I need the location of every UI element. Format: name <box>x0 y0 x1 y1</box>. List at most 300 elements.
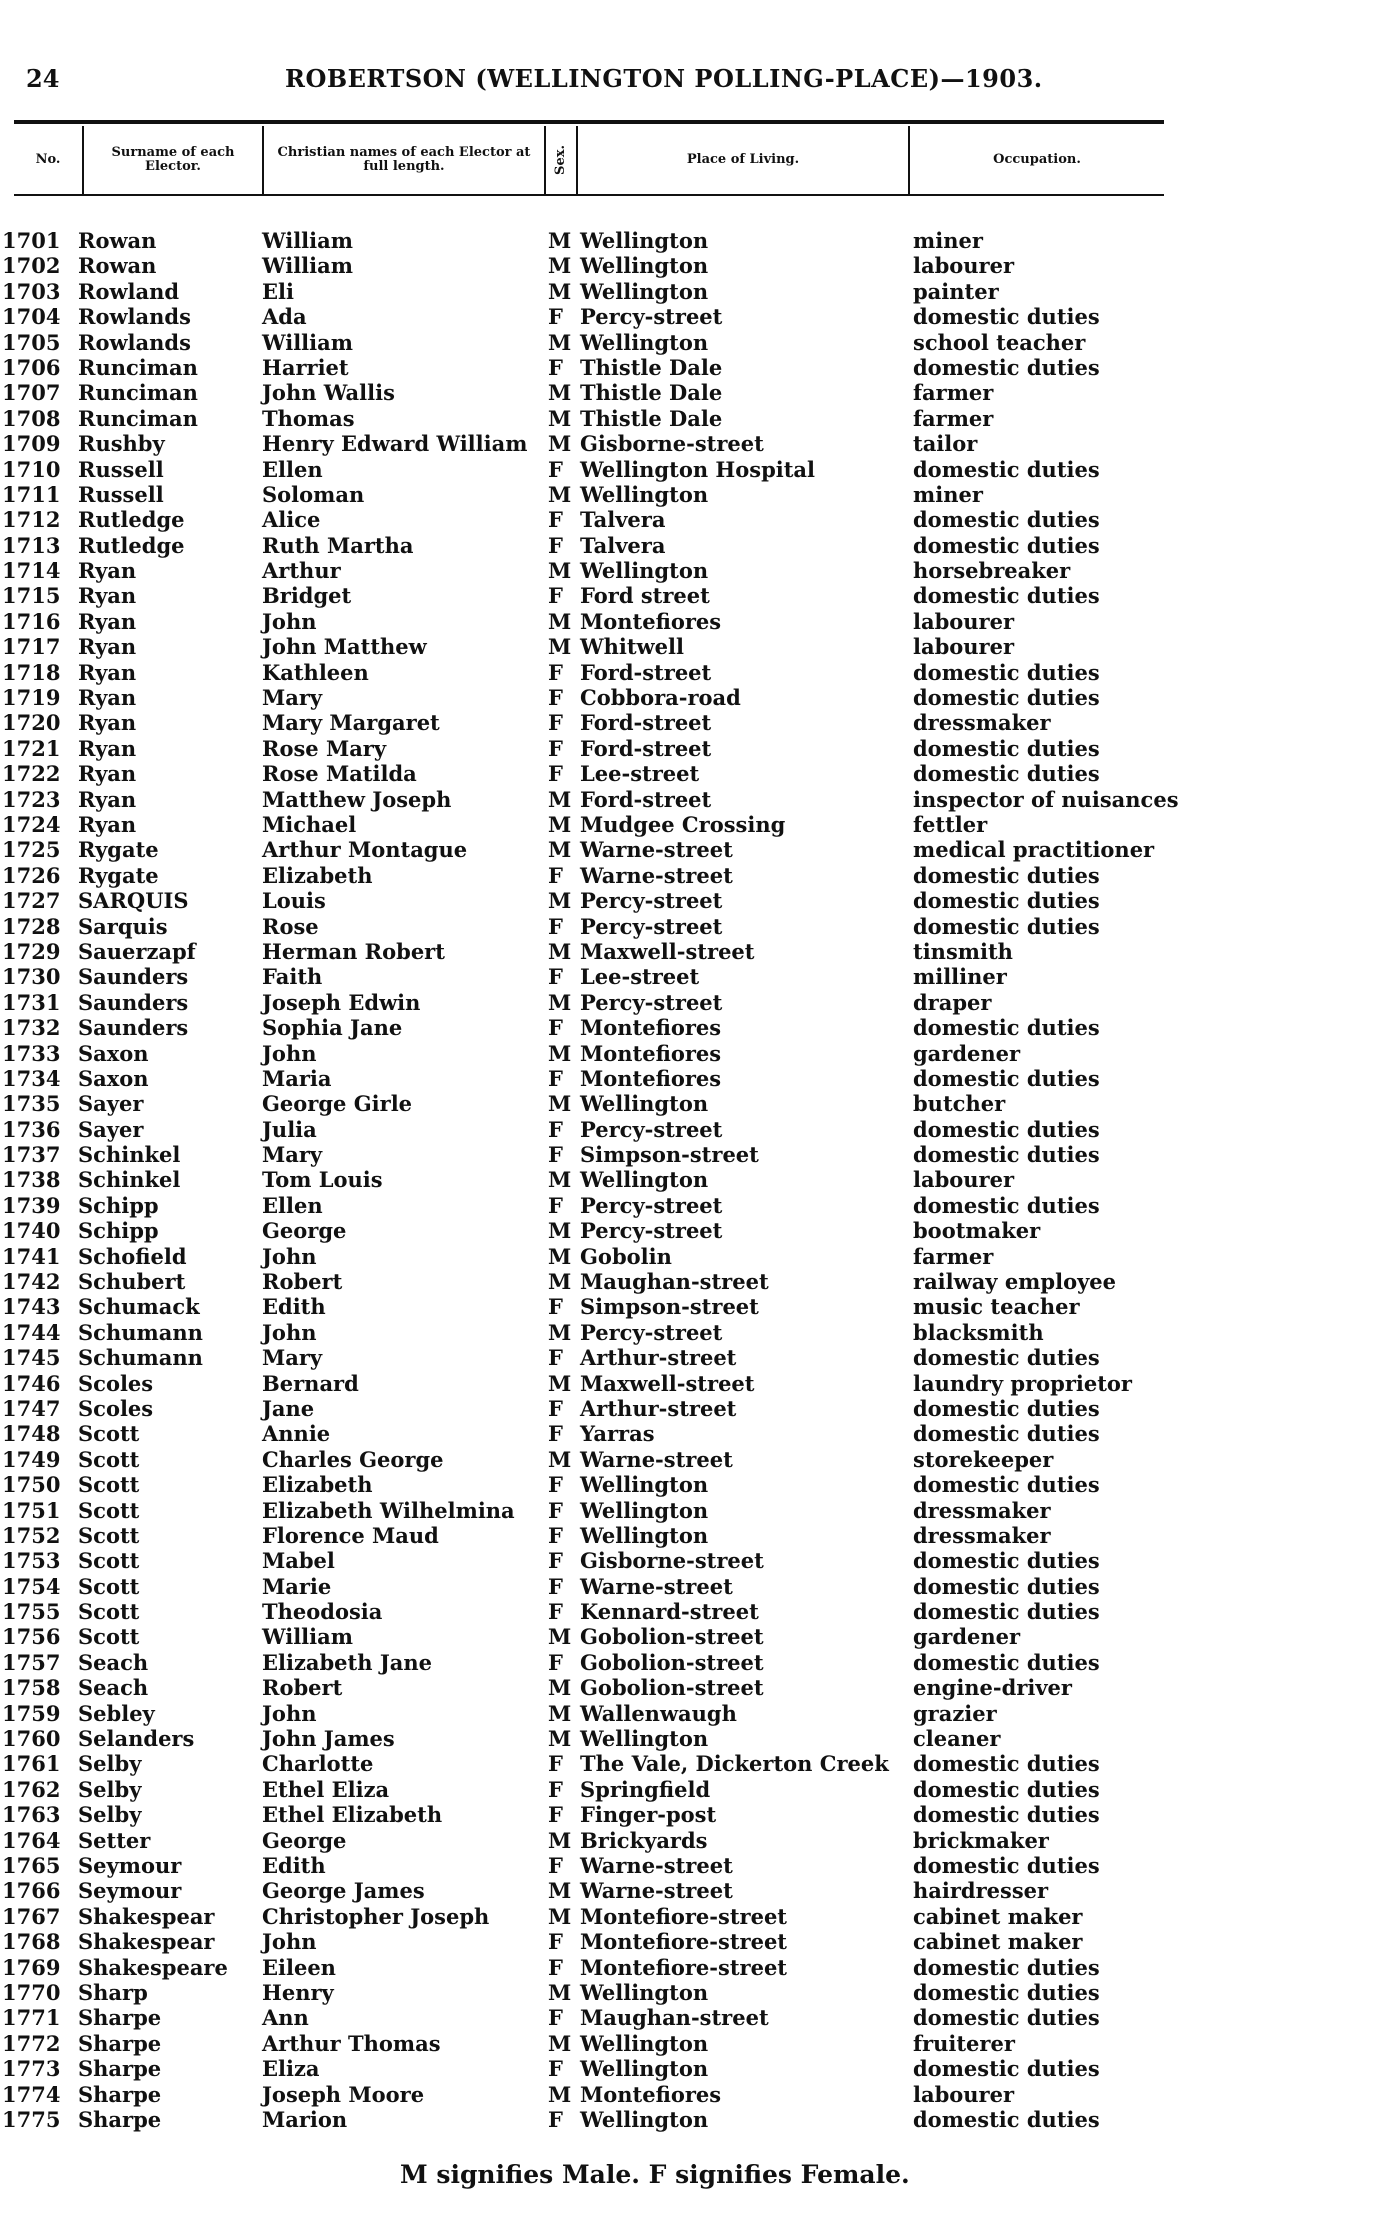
elector-number: 1775 <box>2 2106 61 2132</box>
elector-number: 1749 <box>2 1446 61 1472</box>
elector-christian-names: Ellen <box>262 456 323 482</box>
elector-number: 1706 <box>2 354 61 380</box>
elector-occupation: domestic duties <box>913 1395 1100 1421</box>
elector-surname: Rowland <box>78 278 180 304</box>
table-row <box>0 990 1382 1015</box>
elector-christian-names: Mary <box>262 685 323 711</box>
elector-surname: Sharp <box>78 1979 148 2005</box>
elector-number: 1752 <box>2 1522 61 1548</box>
elector-place-of-living: Montefiore-street <box>580 1954 788 1980</box>
elector-christian-names: John Matthew <box>262 634 427 660</box>
elector-surname: Rygate <box>78 862 159 888</box>
elector-christian-names: Edith <box>262 1294 326 1320</box>
elector-sex: M <box>548 558 572 584</box>
elector-number: 1764 <box>2 1827 61 1853</box>
elector-place-of-living: Percy-street <box>580 989 723 1015</box>
elector-sex: F <box>548 1599 563 1625</box>
elector-place-of-living: Ford-street <box>580 786 712 812</box>
elector-surname: Rutledge <box>78 532 185 558</box>
table-row <box>0 1320 1382 1345</box>
elector-place-of-living: Whitwell <box>580 634 684 660</box>
elector-occupation: engine-driver <box>913 1675 1072 1701</box>
elector-surname: Ryan <box>78 558 137 584</box>
elector-surname: Shakespeare <box>78 1954 228 1980</box>
elector-sex: F <box>548 1015 563 1041</box>
table-row <box>0 1599 1382 1624</box>
elector-christian-names: Joseph Moore <box>262 2081 425 2107</box>
elector-sex: M <box>548 938 572 964</box>
table-row <box>0 507 1382 532</box>
elector-christian-names: George <box>262 1218 347 1244</box>
elector-surname: Schumack <box>78 1294 200 1320</box>
elector-sex: M <box>548 1979 572 2005</box>
elector-occupation: domestic duties <box>913 1954 1100 1980</box>
elector-occupation: domestic duties <box>913 1345 1100 1371</box>
elector-number: 1705 <box>2 329 61 355</box>
elector-sex: M <box>548 278 572 304</box>
elector-number: 1747 <box>2 1395 61 1421</box>
elector-christian-names: Arthur <box>262 558 341 584</box>
elector-place-of-living: Percy-street <box>580 913 723 939</box>
elector-place-of-living: Wellington <box>580 1472 709 1498</box>
table-row <box>0 1498 1382 1523</box>
elector-number: 1704 <box>2 304 61 330</box>
elector-number: 1771 <box>2 2005 61 2031</box>
elector-sex: F <box>548 735 563 761</box>
table-row <box>0 1650 1382 1675</box>
elector-number: 1710 <box>2 456 61 482</box>
elector-place-of-living: Gisborne-street <box>580 431 764 457</box>
elector-occupation: dressmaker <box>913 1522 1051 1548</box>
elector-surname: SARQUIS <box>78 888 189 914</box>
elector-occupation: draper <box>913 989 992 1015</box>
table-row <box>0 1802 1382 1827</box>
elector-occupation: domestic duties <box>913 2056 1100 2082</box>
elector-christian-names: Elizabeth <box>262 1472 373 1498</box>
elector-christian-names: George <box>262 1827 347 1853</box>
table-row <box>0 787 1382 812</box>
table-row <box>0 1675 1382 1700</box>
elector-christian-names: Rose Matilda <box>262 761 417 787</box>
elector-sex: M <box>548 1700 572 1726</box>
elector-christian-names: Edith <box>262 1853 326 1878</box>
elector-sex: F <box>548 1395 563 1421</box>
elector-number: 1772 <box>2 2030 61 2056</box>
elector-christian-names: Louis <box>262 888 326 914</box>
elector-surname: Saxon <box>78 1040 149 1066</box>
elector-number: 1703 <box>2 278 61 304</box>
table-row <box>0 1015 1382 1040</box>
elector-sex: F <box>548 1929 563 1955</box>
elector-occupation: domestic duties <box>913 862 1100 888</box>
elector-christian-names: Julia <box>262 1116 317 1142</box>
elector-occupation: domestic duties <box>913 1192 1100 1218</box>
elector-place-of-living: Wellington <box>580 2056 709 2082</box>
elector-occupation: labourer <box>913 608 1015 634</box>
elector-sex: F <box>548 354 563 380</box>
elector-sex: M <box>548 431 572 457</box>
elector-christian-names: Elizabeth <box>262 862 373 888</box>
table-row <box>0 1167 1382 1192</box>
elector-sex: M <box>548 786 572 812</box>
elector-place-of-living: Springfield <box>580 1776 711 1802</box>
elector-surname: Sharpe <box>78 2056 162 2082</box>
table-row <box>0 710 1382 735</box>
elector-christian-names: Bridget <box>262 583 352 609</box>
elector-number: 1730 <box>2 964 61 990</box>
elector-number: 1755 <box>2 1599 61 1625</box>
elector-occupation: tinsmith <box>913 938 1013 964</box>
elector-sex: M <box>548 1091 572 1117</box>
elector-place-of-living: Wellington <box>580 2106 709 2132</box>
table-row <box>0 914 1382 939</box>
elector-surname: Scott <box>78 1548 140 1574</box>
elector-christian-names: John <box>262 1319 317 1345</box>
elector-sex: F <box>548 304 563 330</box>
elector-christian-names: Annie <box>262 1421 331 1447</box>
elector-sex: F <box>548 2106 563 2132</box>
elector-christian-names: Arthur Montague <box>262 837 468 863</box>
elector-sex: F <box>548 1573 563 1599</box>
elector-number: 1711 <box>2 481 61 507</box>
elector-christian-names: John Wallis <box>262 380 395 406</box>
elector-surname: Seymour <box>78 1878 182 1904</box>
elector-number: 1716 <box>2 608 61 634</box>
column-header-no-label: No. <box>35 152 61 167</box>
table-row <box>0 1548 1382 1573</box>
elector-sex: M <box>548 2030 572 2056</box>
column-header-surname <box>84 126 264 194</box>
elector-place-of-living: The Vale, Dickerton Creek <box>580 1751 889 1777</box>
table-row <box>0 1396 1382 1421</box>
elector-number: 1702 <box>2 253 61 279</box>
elector-christian-names: Robert <box>262 1269 343 1295</box>
elector-occupation: domestic duties <box>913 1065 1100 1091</box>
elector-surname: Rowlands <box>78 329 191 355</box>
elector-place-of-living: Kennard-street <box>580 1599 759 1625</box>
elector-sex: M <box>548 608 572 634</box>
table-row <box>0 431 1382 456</box>
elector-occupation: domestic duties <box>913 1015 1100 1041</box>
elector-place-of-living: Gobolion-street <box>580 1649 764 1675</box>
elector-sex: M <box>548 1903 572 1929</box>
elector-sex: F <box>548 1548 563 1574</box>
table-row <box>0 1193 1382 1218</box>
elector-occupation: storekeeper <box>913 1446 1054 1472</box>
table-row <box>0 1853 1382 1878</box>
elector-surname: Selby <box>78 1751 142 1777</box>
elector-sex: F <box>548 1142 563 1168</box>
elector-number: 1741 <box>2 1243 61 1269</box>
elector-number: 1763 <box>2 1802 61 1828</box>
elector-sex: M <box>548 1827 572 1853</box>
column-header-occupation <box>910 126 1164 194</box>
elector-surname: Sayer <box>78 1116 144 1142</box>
elector-occupation: cleaner <box>913 1726 1001 1752</box>
elector-christian-names: Mary <box>262 1345 323 1371</box>
elector-occupation: domestic duties <box>913 583 1100 609</box>
elector-surname: Scott <box>78 1573 140 1599</box>
elector-place-of-living: Finger-post <box>580 1802 717 1828</box>
elector-christian-names: Herman Robert <box>262 938 445 964</box>
table-row <box>0 2031 1382 2056</box>
elector-surname: Ryan <box>78 786 137 812</box>
elector-sex: F <box>548 659 563 685</box>
elector-christian-names: John <box>262 1929 317 1955</box>
elector-place-of-living: Maxwell-street <box>580 938 755 964</box>
elector-number: 1757 <box>2 1649 61 1675</box>
elector-sex: M <box>548 1218 572 1244</box>
elector-christian-names: Ellen <box>262 1192 323 1218</box>
elector-christian-names: Eliza <box>262 2056 320 2082</box>
elector-occupation: brickmaker <box>913 1827 1049 1853</box>
elector-christian-names: Alice <box>262 507 321 533</box>
elector-place-of-living: Warne-street <box>580 1446 733 1472</box>
elector-christian-names: Florence Maud <box>262 1522 439 1548</box>
elector-place-of-living: Thistle Dale <box>580 380 723 406</box>
table-row <box>0 1929 1382 1954</box>
elector-place-of-living: Wellington <box>580 329 709 355</box>
footer-legend: M signifies Male. F signifies Female. <box>400 2160 910 2189</box>
elector-occupation: bootmaker <box>913 1218 1041 1244</box>
elector-place-of-living: Wellington <box>580 558 709 584</box>
elector-christian-names: Charles George <box>262 1446 444 1472</box>
elector-number: 1765 <box>2 1853 61 1878</box>
elector-occupation: domestic duties <box>913 913 1100 939</box>
elector-occupation: fettler <box>913 811 988 837</box>
elector-christian-names: Mabel <box>262 1548 335 1574</box>
table-row <box>0 1955 1382 1980</box>
elector-place-of-living: Ford street <box>580 583 710 609</box>
elector-occupation: domestic duties <box>913 888 1100 914</box>
elector-christian-names: Eileen <box>262 1954 336 1980</box>
elector-surname: Sharpe <box>78 2106 162 2132</box>
elector-place-of-living: Gisborne-street <box>580 1548 764 1574</box>
elector-occupation: grazier <box>913 1700 997 1726</box>
elector-place-of-living: Wellington Hospital <box>580 456 816 482</box>
elector-number: 1715 <box>2 583 61 609</box>
elector-surname: Russell <box>78 481 164 507</box>
elector-number: 1753 <box>2 1548 61 1574</box>
elector-occupation: labourer <box>913 1167 1015 1193</box>
elector-christian-names: John <box>262 1040 317 1066</box>
elector-number: 1729 <box>2 938 61 964</box>
elector-surname: Saunders <box>78 989 189 1015</box>
elector-occupation: laundry proprietor <box>913 1370 1132 1396</box>
elector-surname: Seach <box>78 1649 149 1675</box>
elector-surname: Runciman <box>78 380 198 406</box>
table-row <box>0 939 1382 964</box>
elector-occupation: domestic duties <box>913 1649 1100 1675</box>
elector-number: 1738 <box>2 1167 61 1193</box>
elector-place-of-living: Ford-street <box>580 659 712 685</box>
elector-place-of-living: Wellington <box>580 1091 709 1117</box>
table-row <box>0 1904 1382 1929</box>
elector-number: 1754 <box>2 1573 61 1599</box>
elector-surname: Scott <box>78 1599 140 1625</box>
elector-place-of-living: Montefiores <box>580 1065 722 1091</box>
elector-place-of-living: Wallenwaugh <box>580 1700 737 1726</box>
table-row <box>0 406 1382 431</box>
elector-occupation: domestic duties <box>913 1548 1100 1574</box>
table-row <box>0 583 1382 608</box>
table-row <box>0 1523 1382 1548</box>
elector-occupation: hairdresser <box>913 1878 1049 1904</box>
elector-surname: Ryan <box>78 811 137 837</box>
elector-sex: F <box>548 1853 563 1878</box>
elector-sex: M <box>548 1726 572 1752</box>
table-row <box>0 2005 1382 2030</box>
elector-number: 1721 <box>2 735 61 761</box>
elector-sex: M <box>548 253 572 279</box>
top-rule <box>14 120 1164 124</box>
elector-number: 1712 <box>2 507 61 533</box>
elector-sex: M <box>548 1269 572 1295</box>
elector-sex: F <box>548 532 563 558</box>
elector-number: 1746 <box>2 1370 61 1396</box>
elector-occupation: domestic duties <box>913 735 1100 761</box>
elector-christian-names: Rose Mary <box>262 735 387 761</box>
elector-place-of-living: Montefiores <box>580 1015 722 1041</box>
elector-occupation: domestic duties <box>913 1802 1100 1828</box>
elector-surname: Scott <box>78 1497 140 1523</box>
elector-number: 1736 <box>2 1116 61 1142</box>
elector-place-of-living: Percy-street <box>580 304 723 330</box>
elector-number: 1717 <box>2 634 61 660</box>
elector-sex: F <box>548 1345 563 1371</box>
elector-christian-names: Faith <box>262 964 323 990</box>
elector-surname: Sharpe <box>78 2081 162 2107</box>
elector-surname: Saxon <box>78 1065 149 1091</box>
elector-surname: Sharpe <box>78 2030 162 2056</box>
elector-christian-names: Sophia Jane <box>262 1015 403 1041</box>
elector-place-of-living: Warne-street <box>580 837 733 863</box>
table-row <box>0 2107 1382 2132</box>
elector-occupation: domestic duties <box>913 507 1100 533</box>
elector-christian-names: Maria <box>262 1065 332 1091</box>
elector-surname: Scott <box>78 1472 140 1498</box>
elector-place-of-living: Ford-street <box>580 735 712 761</box>
elector-occupation: domestic duties <box>913 532 1100 558</box>
table-row <box>0 1828 1382 1853</box>
elector-surname: Runciman <box>78 405 198 431</box>
elector-sex: F <box>548 2056 563 2082</box>
elector-christian-names: Elizabeth Jane <box>262 1649 432 1675</box>
elector-surname: Shakespear <box>78 1903 215 1929</box>
column-header-place <box>578 126 910 194</box>
elector-surname: Ryan <box>78 710 137 736</box>
elector-surname: Schubert <box>78 1269 186 1295</box>
elector-occupation: domestic duties <box>913 1142 1100 1168</box>
elector-surname: Scott <box>78 1421 140 1447</box>
table-row <box>0 1371 1382 1396</box>
elector-surname: Ryan <box>78 685 137 711</box>
elector-number: 1740 <box>2 1218 61 1244</box>
elector-sex: F <box>548 964 563 990</box>
elector-surname: Sauerzapf <box>78 938 196 964</box>
elector-surname: Schumann <box>78 1319 203 1345</box>
elector-sex: M <box>548 837 572 863</box>
elector-number: 1724 <box>2 811 61 837</box>
elector-christian-names: Michael <box>262 811 357 837</box>
elector-sex: F <box>548 1294 563 1320</box>
page-title: ROBERTSON (WELLINGTON POLLING-PLACE)—1903. <box>285 64 1043 93</box>
elector-number: 1760 <box>2 1726 61 1752</box>
elector-christian-names: Robert <box>262 1675 343 1701</box>
elector-place-of-living: Arthur-street <box>580 1395 737 1421</box>
elector-place-of-living: Simpson-street <box>580 1142 759 1168</box>
elector-number: 1720 <box>2 710 61 736</box>
elector-surname: Rowan <box>78 253 157 279</box>
elector-number: 1756 <box>2 1624 61 1650</box>
elector-place-of-living: Wellington <box>580 278 709 304</box>
elector-place-of-living: Montefiores <box>580 608 722 634</box>
elector-place-of-living: Wellington <box>580 1497 709 1523</box>
elector-place-of-living: Wellington <box>580 481 709 507</box>
elector-sex: M <box>548 405 572 431</box>
elector-number: 1742 <box>2 1269 61 1295</box>
elector-occupation: dressmaker <box>913 710 1051 736</box>
elector-surname: Sebley <box>78 1700 155 1726</box>
elector-christian-names: Ann <box>262 2005 309 2031</box>
elector-place-of-living: Arthur-street <box>580 1345 737 1371</box>
column-header-christian-label: Christian names of each Elector at full length. <box>277 145 531 174</box>
elector-surname: Ryan <box>78 583 137 609</box>
elector-surname: Scott <box>78 1522 140 1548</box>
elector-christian-names: Rose <box>262 913 319 939</box>
table-row <box>0 558 1382 583</box>
elector-number: 1759 <box>2 1700 61 1726</box>
elector-occupation: railway employee <box>913 1269 1116 1295</box>
elector-christian-names: Tom Louis <box>262 1167 383 1193</box>
elector-sex: F <box>548 761 563 787</box>
elector-occupation: inspector of nuisances <box>913 786 1179 812</box>
elector-christian-names: Ada <box>262 304 307 330</box>
elector-surname: Setter <box>78 1827 151 1853</box>
elector-place-of-living: Warne-street <box>580 1878 733 1904</box>
header-rule <box>14 194 1164 196</box>
elector-surname: Ryan <box>78 608 137 634</box>
table-row <box>0 634 1382 659</box>
table-row <box>0 761 1382 786</box>
elector-place-of-living: Percy-street <box>580 1116 723 1142</box>
elector-number: 1773 <box>2 2056 61 2082</box>
elector-sex: M <box>548 811 572 837</box>
elector-sex: F <box>548 583 563 609</box>
elector-occupation: labourer <box>913 634 1015 660</box>
elector-occupation: domestic duties <box>913 1116 1100 1142</box>
elector-place-of-living: Cobbora-road <box>580 685 741 711</box>
elector-occupation: cabinet maker <box>913 1903 1083 1929</box>
table-row <box>0 533 1382 558</box>
elector-christian-names: Harriet <box>262 354 349 380</box>
elector-christian-names: William <box>262 253 353 279</box>
elector-sex: M <box>548 2081 572 2107</box>
elector-number: 1726 <box>2 862 61 888</box>
elector-place-of-living: Mudgee Crossing <box>580 811 786 837</box>
elector-sex: F <box>548 685 563 711</box>
elector-occupation: domestic duties <box>913 2005 1100 2031</box>
elector-surname: Seymour <box>78 1853 182 1878</box>
elector-place-of-living: Ford-street <box>580 710 712 736</box>
elector-sex: F <box>548 1116 563 1142</box>
elector-christian-names: Kathleen <box>262 659 369 685</box>
elector-occupation: domestic duties <box>913 1853 1100 1878</box>
elector-christian-names: Ruth Martha <box>262 532 414 558</box>
elector-place-of-living: Montefiore-street <box>580 1903 788 1929</box>
elector-sex: M <box>548 380 572 406</box>
elector-number: 1733 <box>2 1040 61 1066</box>
